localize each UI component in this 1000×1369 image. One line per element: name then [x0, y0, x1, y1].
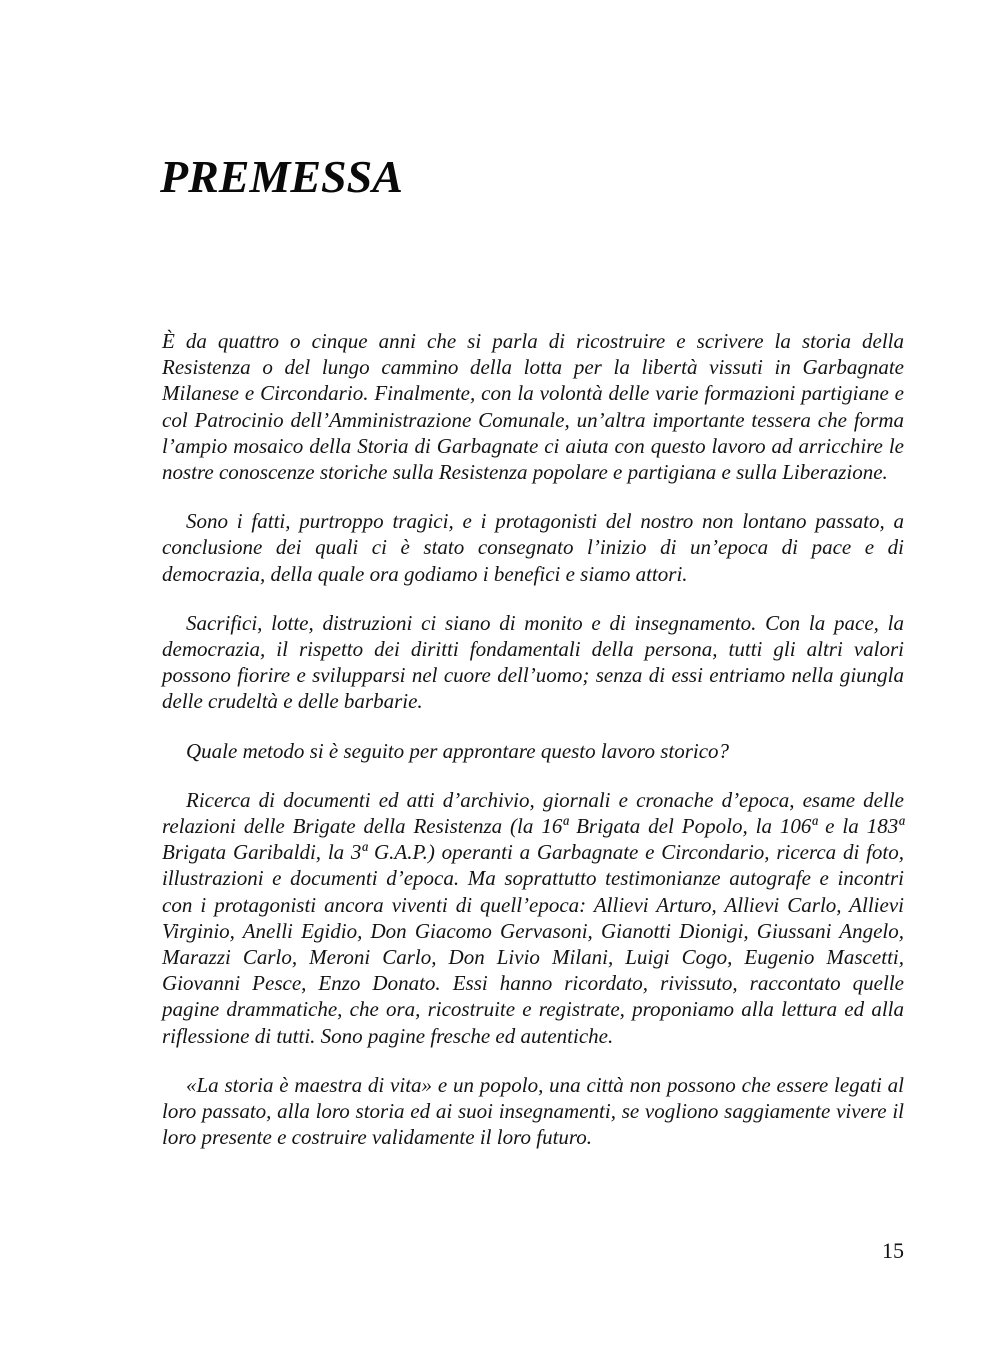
page-title: PREMESSA: [160, 151, 403, 202]
paragraph-method-question: Quale metodo si è seguito per approntare questo lavoro storico?: [186, 738, 730, 763]
paragraph-sacrifices: Sacrifici, lotte, distruzioni ci siano di monito e di insegnamento. Con la pace, la democrazia, il rispetto dei diritti fondamentali della persona, tutti gli altri valori possono fiorire e svilupparsi nel cuore dell’uomo; senza di essi entriamo nella giungla delle crudeltà e delle barbarie.: [162, 610, 904, 714]
paragraph-facts: Sono i fatti, purtroppo tragici, e i protagonisti del nostro non lontano passato, a conclusione dei quali ci è stato consegnato l’inizio di un’epoca di pace e di democrazia, della quale ora godiamo i benefici e siamo attori.: [162, 509, 904, 586]
paragraph-conclusion: «La storia è maestra di vita» e un popolo, una città non possono che essere legati al loro passato, alla loro storia ed ai suoi insegnamenti, se vogliono saggiamente vivere il loro presente e costruire validamente il loro futuro.: [162, 1072, 904, 1150]
page-number: 15: [882, 1238, 904, 1263]
body-text: [162, 328, 904, 1173]
paragraph-research: Ricerca di documenti ed atti d’archivio, giornali e cronache d’epoca, esame delle relazioni delle Brigate della Resistenza (la 16ª Brigata del Popolo, la 106ª e la 183ª Brigata Garibaldi, la 3ª G.A.P.) operanti a Garbagnate e Circondario, ricerca di foto, illustrazioni e documenti d’epoca. Ma soprattutto testimonianze autografe e incontri con i protagonisti ancora viventi di quell’epoca: Allievi Arturo, Allievi Carlo, Allievi Virginio, Anelli Egidio, Don Giacomo Gervasoni, Gianotti Dionigi, Giussani Angelo, Marazzi Carlo, Meroni Carlo, Don Livio Milani, Luigi Cogo, Eugenio Mascetti, Giovanni Pesce, Enzo Donato. Essi hanno ricordato, rivissuto, raccontato quelle pagine drammatiche, che ora, ricostruite e registrate, proponiamo alla lettura ed alla riflessione di tutti. Sono pagine fresche ed autentiche.: [162, 787, 904, 1048]
paragraph-intro: È da quattro o cinque anni che si parla di ricostruire e scrivere la storia della Resistenza o del lungo cammino della lotta per la libertà vissuti in Garbagnate Milanese e Circondario. Finalmente, con la volontà delle varie formazioni partigiane e col Patrocinio dell’Amministrazione Comunale, un’altra importante tessera che forma l’ampio mosaico della Storia di Garbagnate ci aiuta con questo lavoro ad arricchire le nostre conoscenze storiche sulla Resistenza popolare e partigiana e sulla Liberazione.: [162, 329, 904, 485]
